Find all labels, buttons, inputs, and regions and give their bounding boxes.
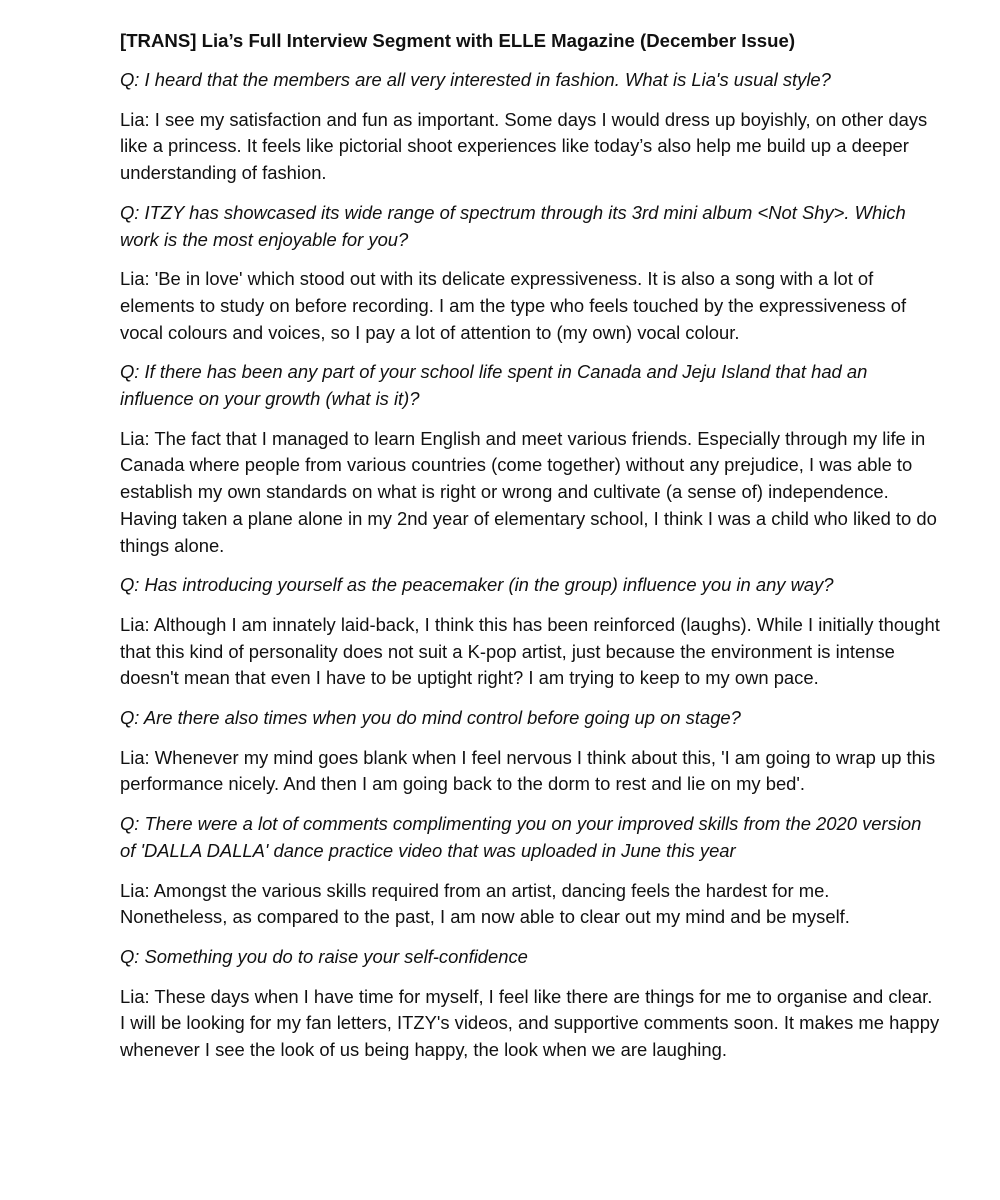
- answer-5: Lia: Whenever my mind goes blank when I feel nervous I think about this, 'I am going to wrap up this performance nicely. And then I am going back to the dorm to rest and lie on my bed'.: [120, 746, 936, 795]
- answer-block-5: [120, 745, 940, 798]
- question-2: Q: ITZY has showcased its wide range of spectrum through its 3rd mini album <Not Shy>. Which work is the most enjoyable for you?: [120, 201, 906, 250]
- question-1: Q: I heard that the members are all very interested in fashion. What is Lia's usual style?: [120, 69, 831, 90]
- answer-block-1: [120, 107, 940, 187]
- answer-7: Lia: These days when I have time for myself, I feel like there are things for me to organise and clear. I will be looking for my fan letters, ITZY's videos, and supportive comments soon. It makes me happy whenever I see the look of us being happy, the look when we are laughing.: [120, 985, 940, 1061]
- qa-block-6: [120, 811, 940, 864]
- question-5: Q: Are there also times when you do mind control before going up on stage?: [120, 707, 741, 729]
- answer-block-7: [120, 984, 940, 1064]
- answer-block-3: [120, 426, 940, 560]
- question-7: Q: Something you do to raise your self-confidence: [120, 945, 528, 967]
- answer-3: Lia: The fact that I managed to learn English and meet various friends. Especially through my life in Canada where people from various countries (come together) without any prejudice, I was able to establish my own standards on what is right or wrong and cultivate (a sense of) independence. Having taken a plane alone in my 2nd year of elementary school, I think I was a child who liked to do things alone.: [120, 427, 937, 556]
- question-4: Q: Has introducing yourself as the peacemaker (in the group) influence you in any way?: [120, 574, 834, 596]
- answer-1: Lia: I see my satisfaction and fun as important. Some days I would dress up boyishly, on other days like a princess. It feels like pictorial shoot experiences like today’s also help me build up a deeper understanding of fashion.: [120, 108, 928, 184]
- qa-block-1: [120, 67, 940, 94]
- answer-4: Lia: Although I am innately laid-back, I think this has been reinforced (laughs). While I initially thought that this kind of personality does not suit a K-pop artist, just because the environment is intense doesn't mean that even I have to be uptight right? I am trying to keep to my own pace.: [120, 613, 940, 689]
- document-title: [TRANS] Lia’s Full Interview Segment with ELLE Magazine (December Issue): [120, 30, 796, 51]
- answer-6: Lia: Amongst the various skills required from an artist, dancing feels the hardest for me. Nonetheless, as compared to the past, I am now able to clear out my mind and be myself.: [120, 879, 850, 928]
- qa-block-4: [120, 572, 940, 599]
- qa-block-2: [120, 200, 940, 253]
- qa-block-7: [120, 944, 940, 971]
- qa-block-3: [120, 359, 940, 412]
- qa-block-5: [120, 705, 940, 732]
- question-3: Q: If there has been any part of your school life spent in Canada and Jeju Island that had an influence on your growth (what is it)?: [120, 361, 868, 410]
- answer-block-2: [120, 266, 940, 346]
- answer-2: Lia: 'Be in love' which stood out with its delicate expressiveness. It is also a song with a lot of elements to study on before recording. I am the type who feels touched by the expressiveness of vocal colours and voices, so I pay a lot of attention to (my own) vocal colour.: [120, 268, 907, 343]
- question-6: Q: There were a lot of comments complimenting you on your improved skills from the 2020 version of 'DALLA DALLA' dance practice video that was uploaded in June this year: [120, 813, 922, 861]
- answer-block-6: [120, 878, 940, 931]
- answer-block-4: [120, 612, 940, 692]
